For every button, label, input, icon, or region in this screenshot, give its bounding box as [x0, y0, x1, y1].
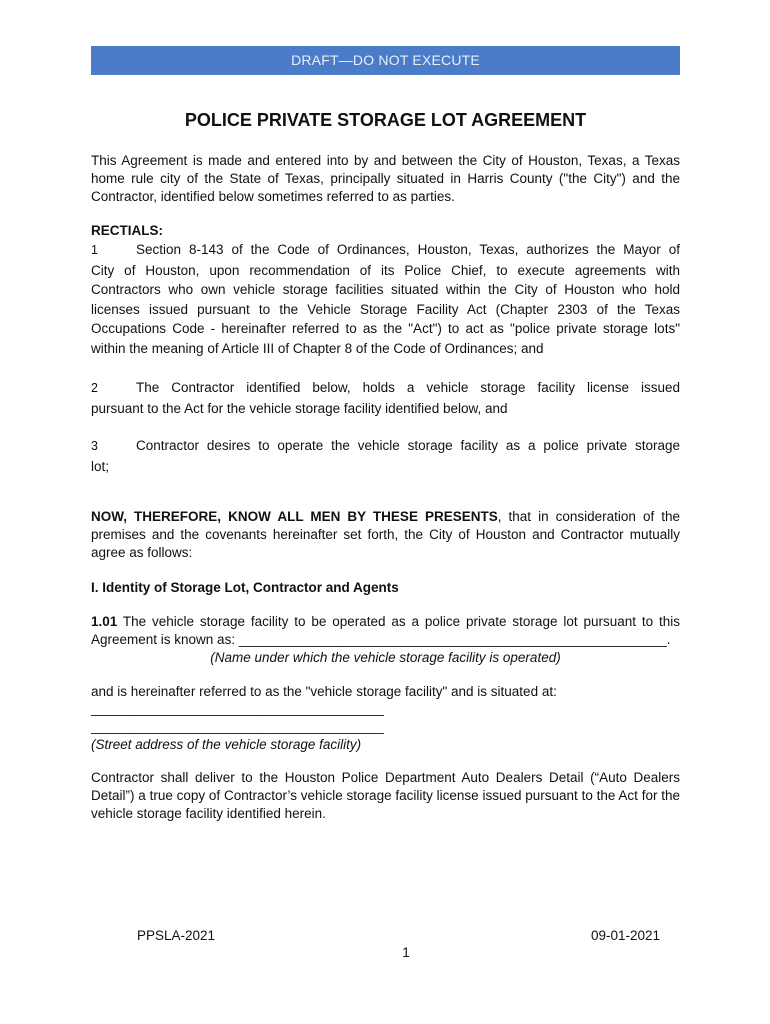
recital-1 [91, 240, 680, 359]
recital-1-line: Section 8-143 of the Code of Ordinances, Houston, Texas, authorizes the Mayor of [136, 242, 680, 257]
recital-3-line: lot; [91, 458, 110, 474]
now-therefore-bold: NOW, THEREFORE, KNOW ALL MEN BY THESE PRESENTS [91, 509, 498, 524]
now-therefore-paragraph [91, 508, 680, 562]
recital-1-line: licenses issued pursuant to the Vehicle Storage Facility Act (Chapter 2303 of the Texas [91, 301, 680, 317]
recital-2-line: The Contractor identified below, holds a vehicle storage facility license issued [136, 380, 680, 395]
address-line: _______________________________________ [91, 701, 384, 716]
recital-1-line: City of Houston, upon recommendation of its Police Chief, to execute agreements with [91, 262, 680, 278]
address-caption: (Street address of the vehicle storage facility) [91, 737, 362, 752]
document-title: POLICE PRIVATE STORAGE LOT AGREEMENT [184, 110, 587, 130]
recital-2-line: pursuant to the Act for the vehicle storage facility identified below, and [91, 400, 508, 416]
footer-form-id: PPSLA-2021 [137, 928, 216, 943]
recital-3-number: 3 [91, 439, 98, 453]
now-therefore-text: , that in consideration of the premises and the covenants hereinafter set forth, the City of Houston and Contractor mutually agree as follows: [91, 509, 681, 560]
clause-1-01 [91, 613, 680, 667]
recital-1-number: 1 [91, 243, 98, 257]
recital-1-line: within the meaning of Article III of Chapter 8 of the Code of Ordinances; and [91, 340, 544, 356]
page-number: 1 [402, 945, 410, 960]
section-1-heading: I. Identity of Storage Lot, Contractor and Agents [91, 580, 399, 595]
name-caption: (Name under which the vehicle storage facility is operated) [210, 650, 561, 665]
recital-2 [91, 378, 680, 418]
delivery-paragraph: Contractor shall deliver to the Houston Police Department Auto Dealers Detail (“Auto Dealers Detail”) a true copy of Contractor’s vehicle storage facility license issued pursuant to the Act for the vehicle storage facility identified herein. [91, 770, 680, 821]
draft-banner: DRAFT—DO NOT EXECUTE [91, 46, 680, 75]
situated-text: and is hereinafter referred to as the "vehicle storage facility" and is situated at: [91, 684, 557, 699]
recitals-heading-text: RECTIALS: [91, 223, 163, 238]
intro-paragraph: This Agreement is made and entered into by and between the City of Houston, Texas, a Texas home rule city of the State of Texas, principally situated in Harris County ("the City") and the Contractor, identified below sometimes referred to as parties. [91, 153, 680, 204]
recital-1-line: Occupations Code - hereinafter referred to as the "Act") to act as "police private storage lots" [91, 321, 680, 337]
clause-number: 1.01 [91, 614, 118, 629]
address-block [91, 700, 680, 754]
recital-1-line: Contractors who own vehicle storage facilities situated within the City of Houston who hold [91, 282, 680, 298]
address-line: _______________________________________ [91, 719, 384, 734]
clause-text: The vehicle storage facility to be operated as a police private storage lot pursuant to this [117, 614, 680, 629]
recitals-heading [91, 222, 680, 240]
recital-3 [91, 436, 680, 476]
footer-date: 09-01-2021 [590, 928, 660, 943]
recital-2-number: 2 [91, 381, 98, 395]
clause-name-line: Agreement is known as: _________________________________________________________. [91, 632, 671, 647]
recital-3-line: Contractor desires to operate the vehicle storage facility as a police private storage [136, 438, 680, 453]
